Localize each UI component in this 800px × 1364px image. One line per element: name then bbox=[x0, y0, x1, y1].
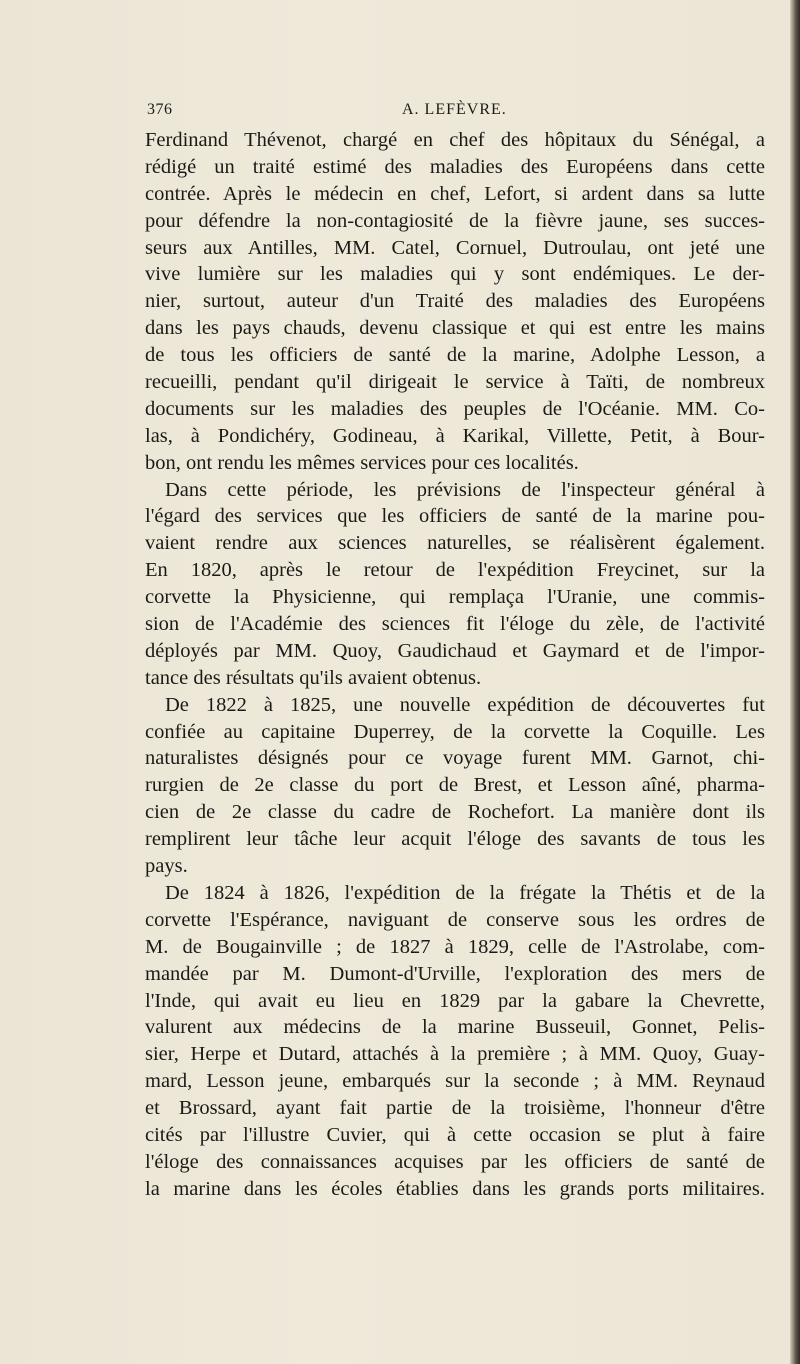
text-line: pays. bbox=[145, 855, 188, 878]
text-line: contrée. Après le médecin en chef, Lefort, si ardent dans sa lutte bbox=[145, 182, 765, 205]
page-number: 376 bbox=[147, 101, 173, 118]
text-line: dans les pays chauds, devenu classique et qui est entre les mains bbox=[145, 317, 765, 340]
text-line: déployés par MM. Quoy, Gaudichaud et Gaymard et de l'impor- bbox=[145, 639, 765, 662]
text-line: confiée au capitaine Duperrey, de la corvette la Coquille. Les bbox=[145, 720, 765, 743]
text-line: cien de 2e classe du cadre de Rochefort. La manière dont ils bbox=[145, 801, 765, 824]
text-line: mandée par M. Dumont-d'Urville, l'exploration des mers de bbox=[145, 962, 765, 985]
running-head: A. LEFÈVRE. bbox=[402, 101, 507, 118]
text-line: las, à Pondichéry, Godineau, à Karikal, Villette, Petit, à Bour- bbox=[145, 424, 765, 447]
text-line: tance des résultats qu'ils avaient obtenus. bbox=[145, 666, 482, 689]
text-line: De 1824 à 1826, l'expédition de la frégate la Thétis et de la bbox=[165, 881, 765, 904]
text-line: rédigé un traité estimé des maladies des Européens dans cette bbox=[145, 155, 765, 178]
text-line: corvette l'Espérance, naviguant de conserve sous les ordres de bbox=[145, 908, 765, 931]
text-line: l'Inde, qui avait eu lieu en 1829 par la gabare la Chevrette, bbox=[145, 989, 765, 1012]
text-line: documents sur les maladies des peuples de l'Océanie. MM. Co- bbox=[145, 397, 765, 420]
text-line: sier, Herpe et Dutard, attachés à la première ; à MM. Quoy, Guay- bbox=[145, 1043, 765, 1066]
text-line: rurgien de 2e classe du port de Brest, et Lesson aîné, pharma- bbox=[145, 774, 765, 797]
text-line: Dans cette période, les prévisions de l'inspecteur général à bbox=[165, 478, 765, 501]
text-line: De 1822 à 1825, une nouvelle expédition de découvertes fut bbox=[165, 693, 765, 716]
text-line: et Brossard, ayant fait partie de la troisième, l'honneur d'être bbox=[145, 1097, 765, 1120]
text-line: naturalistes désignés pour ce voyage furent MM. Garnot, chi- bbox=[145, 747, 765, 770]
text-line: mard, Lesson jeune, embarqués sur la seconde ; à MM. Reynaud bbox=[145, 1070, 765, 1093]
text-line: remplirent leur tâche leur acquit l'éloge des savants de tous les bbox=[145, 828, 765, 851]
text-line: bon, ont rendu les mêmes services pour ces localités. bbox=[145, 451, 579, 474]
text-line: cités par l'illustre Cuvier, qui à cette occasion se plut à faire bbox=[145, 1123, 765, 1146]
text-line: pour défendre la non-contagiosité de la fièvre jaune, ses succes- bbox=[145, 209, 765, 232]
text-line: vive lumière sur les maladies qui y sont endémiques. Le der- bbox=[145, 263, 765, 286]
text-line: corvette la Physicienne, qui remplaça l'Uranie, une commis- bbox=[145, 586, 765, 609]
text-line: Ferdinand Thévenot, chargé en chef des hôpitaux du Sénégal, a bbox=[145, 129, 765, 151]
body-text bbox=[145, 127, 765, 1203]
text-line: M. de Bougainville ; de 1827 à 1829, celle de l'Astrolabe, com- bbox=[145, 935, 765, 958]
text-line: seurs aux Antilles, MM. Catel, Cornuel, Dutroulau, ont jeté une bbox=[145, 236, 765, 259]
page-edge bbox=[790, 0, 800, 1364]
text-line: valurent aux médecins de la marine Busseuil, Gonnet, Pelis- bbox=[145, 1016, 765, 1039]
text-line: nier, surtout, auteur d'un Traité des maladies des Européens bbox=[145, 290, 765, 313]
text-line: l'égard des services que les officiers de santé de la marine pou- bbox=[145, 505, 765, 528]
text-line: de tous les officiers de santé de la marine, Adolphe Lesson, a bbox=[145, 344, 765, 367]
text-line: la marine dans les écoles établies dans les grands ports militaires. bbox=[145, 1177, 765, 1200]
text-line: l'éloge des connaissances acquises par les officiers de santé de bbox=[145, 1150, 765, 1173]
text-line: En 1820, après le retour de l'expédition Freycinet, sur la bbox=[145, 559, 765, 582]
text-line: vaient rendre aux sciences naturelles, se réalisèrent également. bbox=[145, 532, 765, 555]
text-line: recueilli, pendant qu'il dirigeait le service à Taïti, de nombreux bbox=[145, 371, 765, 394]
text-line: sion de l'Académie des sciences fit l'éloge du zèle, de l'activité bbox=[145, 613, 765, 636]
page-header bbox=[147, 101, 767, 123]
